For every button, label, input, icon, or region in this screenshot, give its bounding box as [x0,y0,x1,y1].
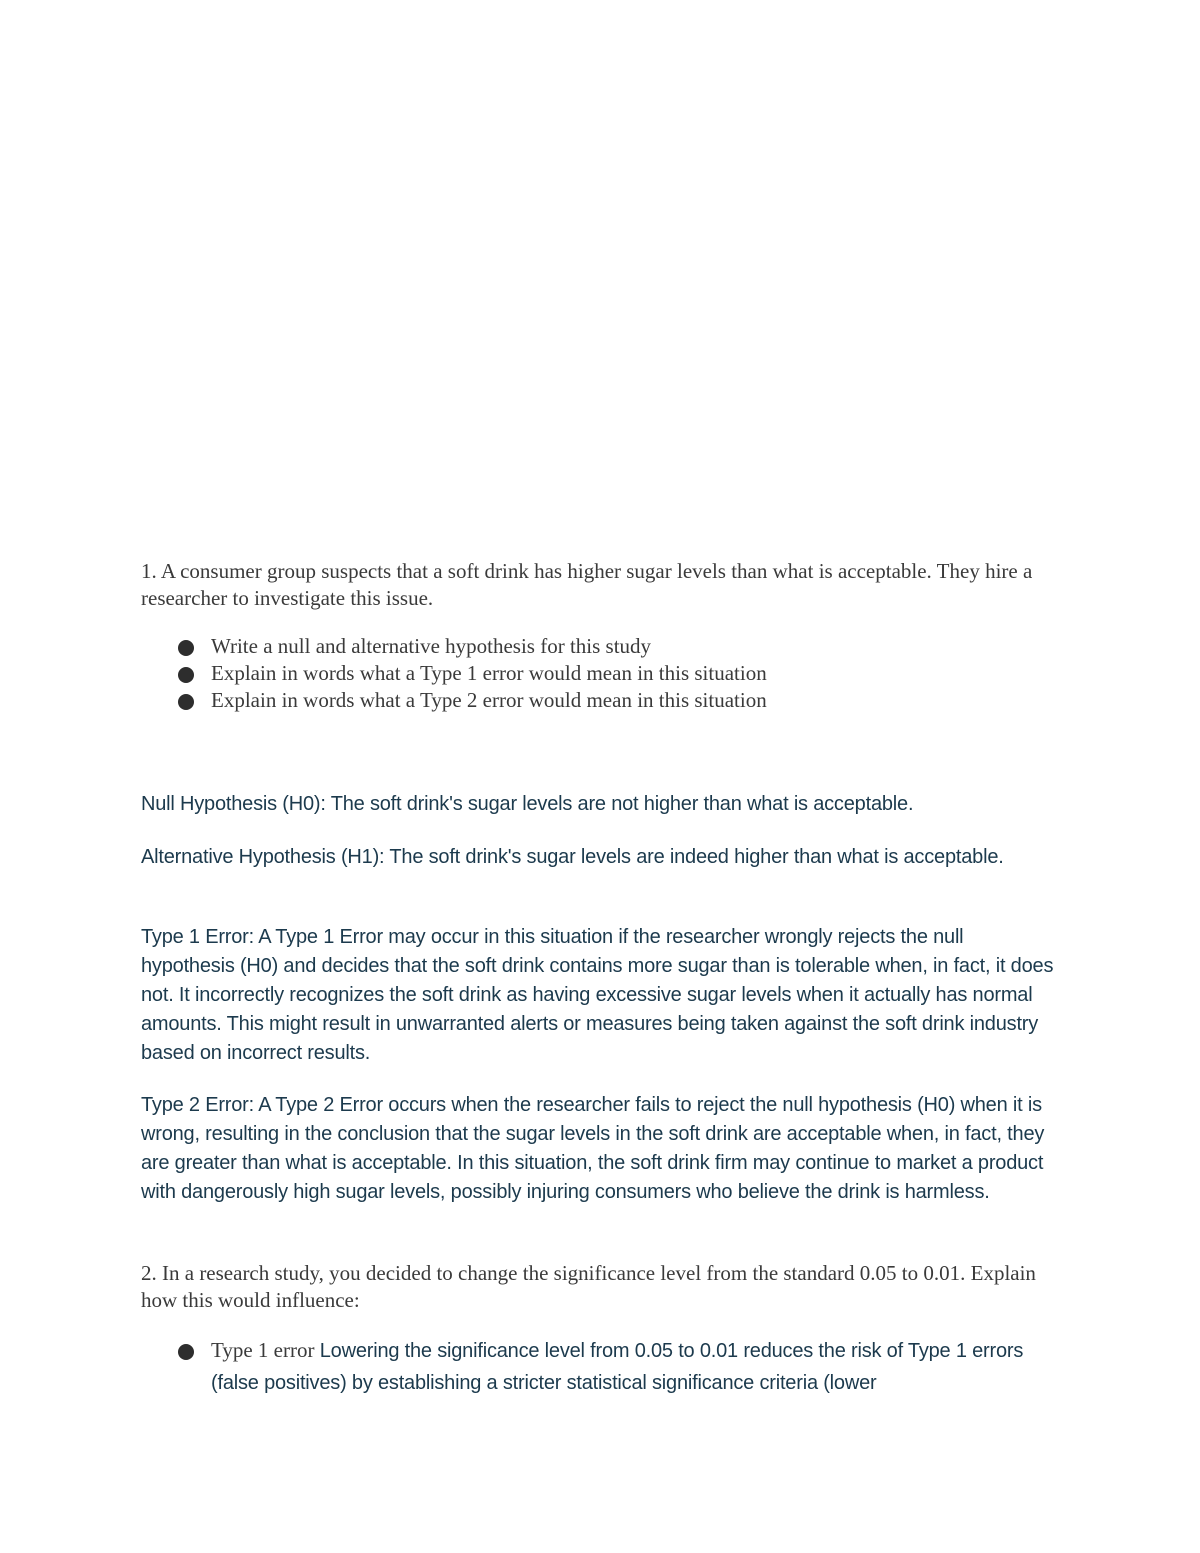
list-item [141,660,1041,687]
question-2-bullet [141,1335,1071,1400]
answer-alternative-hypothesis: Alternative Hypothesis (H1): The soft drink's sugar levels are indeed higher than what is acceptable. [141,846,1004,868]
question-1-prompt: 1. A consumer group suspects that a soft drink has higher sugar levels than what is acceptable. They hire a researcher to investigate this issue. [141,559,1033,610]
question-2-prompt: 2. In a research study, you decided to change the significance level from the standard 0.05 to 0.01. Explain how this would influence: [141,1261,1036,1312]
bullet-text: Explain in words what a Type 2 error would mean in this situation [211,688,767,712]
bullet-icon [178,1344,194,1360]
list-item [141,633,1041,660]
bullet-text: Write a null and alternative hypothesis for this study [211,634,652,658]
answer-type-2-error: Type 2 Error: A Type 2 Error occurs when the researcher fails to reject the null hypothesis (H0) when it is wrong, resulting in the conclusion that the sugar levels in the soft drink are acceptable when, in fact, they are greater than what is acceptable. In this situation, the soft drink firm may continue to market a product with dangerously high sugar levels, possibly injuring consumers who believe the drink is harmless. [141,1094,1045,1203]
bullet-lead-text: Type 1 error [211,1338,320,1362]
bullet-answer-text: Lowering the significance level from 0.05 to 0.01 reduces the risk of Type 1 errors (false positives) by establishing a stricter statistical significance criteria (lower [211,1340,1024,1394]
answer-type-1-error: Type 1 Error: A Type 1 Error may occur in this situation if the researcher wrongly rejects the null hypothesis (H0) and decides that the soft drink contains more sugar than is tolerable when, in fact, it does not. It incorrectly recognizes the soft drink as having excessive sugar levels when it actually has normal amounts. This might result in unwarranted alerts or measures being taken against the soft drink industry based on incorrect results. [141,926,1054,1064]
list-item [141,687,1041,714]
bullet-icon [178,667,194,683]
bullet-icon [178,640,194,656]
bullet-text: Explain in words what a Type 1 error would mean in this situation [211,661,767,685]
bullet-icon [178,694,194,710]
answer-null-hypothesis: Null Hypothesis (H0): The soft drink's sugar levels are not higher than what is acceptable. [141,793,914,815]
question-1-bullet-list [141,633,1041,714]
